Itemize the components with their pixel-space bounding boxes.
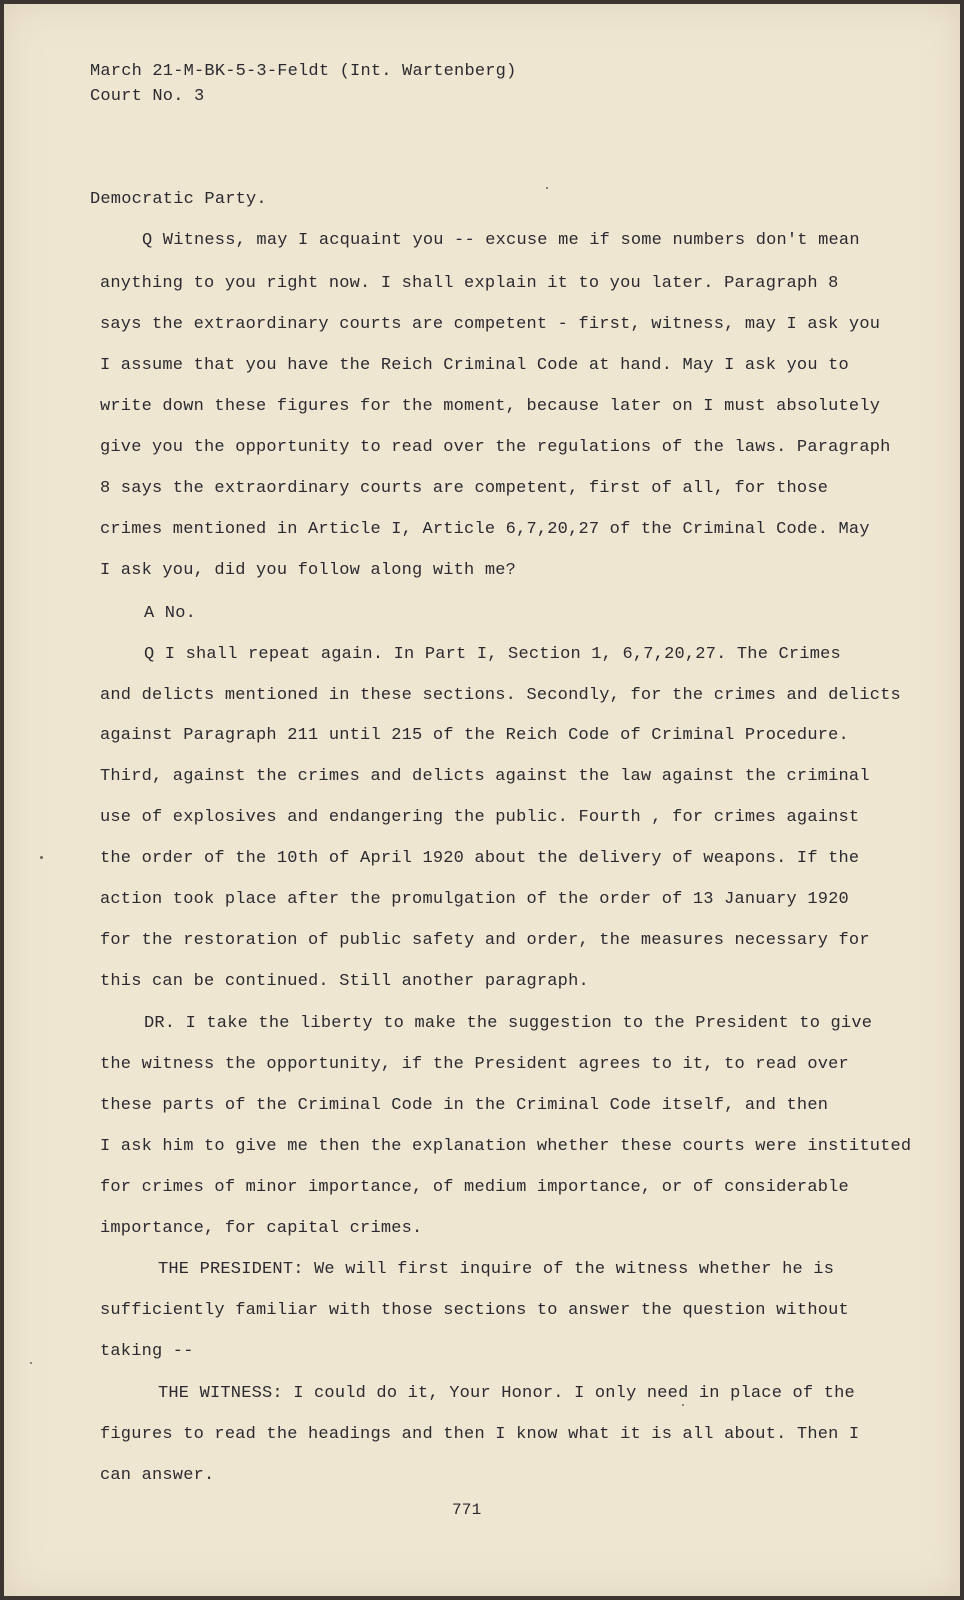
body-line: against Paragraph 211 until 215 of the Reich Code of Criminal Procedure. bbox=[100, 726, 849, 745]
body-line: for crimes of minor importance, of medium importance, or of considerable bbox=[100, 1178, 849, 1197]
body-line: and delicts mentioned in these sections. Secondly, for the crimes and delicts bbox=[100, 686, 901, 705]
body-line: these parts of the Criminal Code in the Criminal Code itself, and then bbox=[100, 1096, 829, 1115]
body-line: I assume that you have the Reich Criminal Code at hand. May I ask you to bbox=[100, 356, 849, 375]
body-line: write down these figures for the moment, because later on I must absolutely bbox=[100, 397, 881, 416]
paper-speck bbox=[682, 1404, 684, 1406]
body-line: I ask him to give me then the explanation whether these courts were instituted bbox=[100, 1137, 912, 1156]
body-line: the witness the opportunity, if the President agrees to it, to read over bbox=[100, 1055, 849, 1074]
body-line: this can be continued. Still another paragraph. bbox=[100, 972, 589, 991]
paper-speck bbox=[40, 856, 43, 859]
body-line: can answer. bbox=[100, 1466, 215, 1485]
body-line: Q I shall repeat again. In Part I, Section 1, 6,7,20,27. The Crimes bbox=[144, 645, 841, 664]
document-page bbox=[4, 4, 960, 1596]
body-line: anything to you right now. I shall explain it to you later. Paragraph 8 bbox=[100, 274, 839, 293]
body-line: THE WITNESS: I could do it, Your Honor. I only need in place of the bbox=[158, 1384, 855, 1403]
body-line: sufficiently familiar with those sections to answer the question without bbox=[100, 1301, 849, 1320]
body-line: A No. bbox=[144, 604, 197, 623]
header-line-1: March 21-M-BK-5-3-Feldt (Int. Wartenberg) bbox=[90, 62, 517, 81]
body-line: importance, for capital crimes. bbox=[100, 1219, 423, 1238]
paper-speck bbox=[30, 1362, 32, 1364]
body-line: figures to read the headings and then I know what it is all about. Then I bbox=[100, 1425, 860, 1444]
body-line: DR. I take the liberty to make the suggestion to the President to give bbox=[144, 1014, 873, 1033]
body-line: for the restoration of public safety and order, the measures necessary for bbox=[100, 931, 870, 950]
body-line: the order of the 10th of April 1920 about the delivery of weapons. If the bbox=[100, 849, 860, 868]
body-line: give you the opportunity to read over the regulations of the laws. Paragraph bbox=[100, 438, 891, 457]
paper-speck bbox=[546, 187, 548, 189]
body-line: Democratic Party. bbox=[90, 190, 267, 209]
body-line: Third, against the crimes and delicts against the law against the criminal bbox=[100, 767, 870, 786]
body-line: says the extraordinary courts are competent - first, witness, may I ask you bbox=[100, 315, 881, 334]
body-line: THE PRESIDENT: We will first inquire of the witness whether he is bbox=[158, 1260, 835, 1279]
body-line: crimes mentioned in Article I, Article 6,7,20,27 of the Criminal Code. May bbox=[100, 520, 870, 539]
body-line: taking -- bbox=[100, 1342, 194, 1361]
body-line: 8 says the extraordinary courts are competent, first of all, for those bbox=[100, 479, 829, 498]
body-line: use of explosives and endangering the public. Fourth , for crimes against bbox=[100, 808, 860, 827]
page-number: 771 bbox=[452, 1501, 482, 1519]
body-line: action took place after the promulgation of the order of 13 January 1920 bbox=[100, 890, 849, 909]
header-line-2: Court No. 3 bbox=[90, 87, 205, 106]
body-line: I ask you, did you follow along with me? bbox=[100, 561, 517, 580]
body-line: Q Witness, may I acquaint you -- excuse me if some numbers don't mean bbox=[142, 231, 860, 250]
